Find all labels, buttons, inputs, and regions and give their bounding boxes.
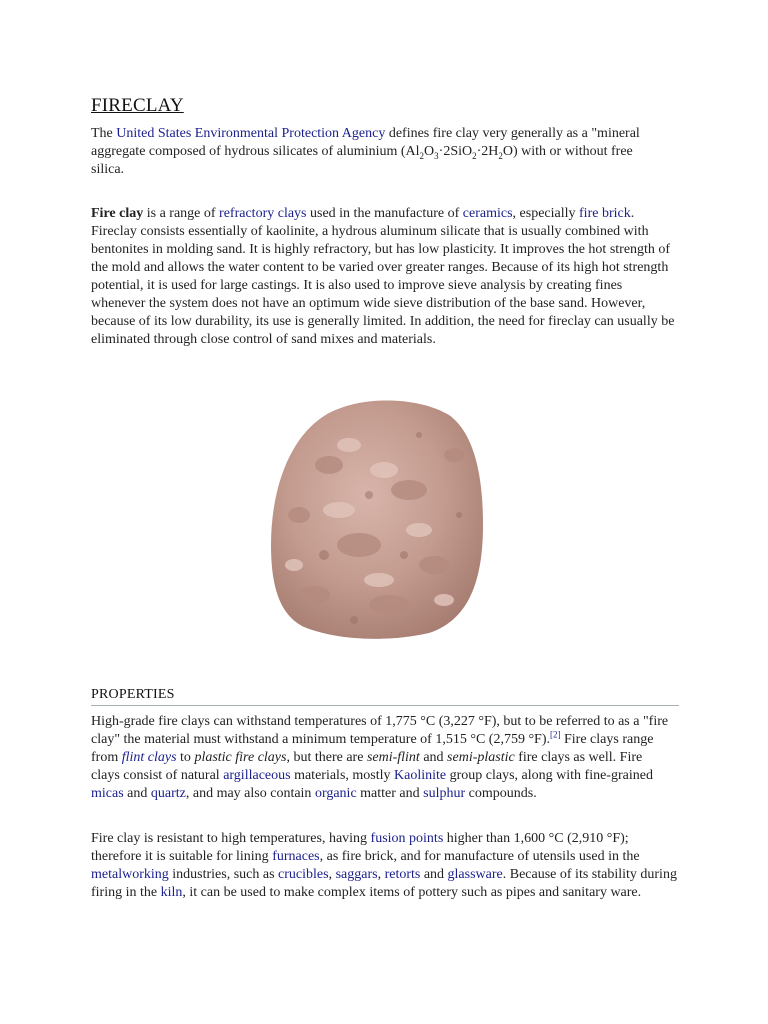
text: , especially — [512, 206, 580, 221]
link-saggars[interactable]: saggars — [335, 867, 378, 882]
text: defines fire clay very generally as a "mineral aggregate composed of hydrous silicates of aluminium (Al — [91, 126, 640, 159]
text: is a range of — [143, 206, 220, 221]
intro-paragraph — [91, 125, 651, 179]
fireclay-powder-image — [269, 395, 485, 640]
text: group clays, along with fine-grained — [446, 768, 653, 783]
link-micas[interactable]: micas — [91, 786, 124, 801]
properties-paragraph-2 — [91, 830, 679, 902]
text: , and may also contain — [185, 786, 315, 801]
link-crucibles[interactable]: crucibles — [278, 867, 329, 882]
subscript: 2 — [472, 150, 477, 161]
text: . Because of its stability during firing in the — [91, 867, 677, 900]
text: ·2SiO — [438, 144, 473, 159]
italic-term: plastic fire clays — [194, 750, 287, 765]
text: matter and — [356, 786, 424, 801]
text: O — [424, 144, 435, 159]
italic-term: semi-plastic — [447, 750, 515, 765]
link-organic[interactable]: organic — [314, 786, 357, 801]
subscript: 2 — [498, 150, 503, 161]
text: , it can be used to make complex items of pottery such as pipes and sanitary ware. — [182, 885, 642, 900]
text: Fire clays range from — [91, 732, 654, 765]
link-kaolinite[interactable]: Kaolinite — [394, 768, 447, 783]
text: and — [420, 867, 448, 882]
text: , as fire brick, and for manufacture of utensils used in the — [319, 849, 640, 864]
text: , — [377, 867, 385, 882]
text: used in the manufacture of — [306, 206, 463, 221]
text: The — [91, 126, 117, 141]
properties-paragraph-1 — [91, 713, 671, 803]
link-flint-clays[interactable] — [122, 750, 177, 765]
text: higher than 1,600 °C (2,910 °F); therefore it is suitable for lining — [91, 831, 629, 864]
italic-term: semi-flint — [366, 750, 420, 765]
subscript: 3 — [434, 150, 439, 161]
link-refractory-clays[interactable]: refractory clays — [219, 206, 307, 221]
text: compounds. — [465, 786, 537, 801]
text: . Fireclay consists essentially of kaolinite, a hydrous aluminum silicate that is usually combined with bentonites in molding sand. It is highly refractory, but has low plasticity. It improves the hot strength of the mold and allows the water content to be varied over greater ranges. Because of its high hot strength potential, it is used for large castings. It is also used to improve sieve analysis by creating fines whenever the system does not have an optimum wide sieve distribution of the base sand. However, because of its low durability, its use is generally limited. In addition, the need for fireclay can usually be eliminated through close control of sand mixes and materials. — [91, 206, 675, 347]
text: ·2H — [476, 144, 499, 159]
link-epa[interactable]: United States Environmental Protection Agency — [116, 126, 386, 141]
link-metalworking[interactable]: metalworking — [91, 867, 169, 882]
link-argillaceous[interactable]: argillaceous — [223, 768, 291, 783]
properties-heading: PROPERTIES — [91, 687, 679, 706]
text: industries, such as — [168, 867, 279, 882]
link-glassware[interactable]: glassware — [447, 867, 503, 882]
link-ceramics[interactable]: ceramics — [462, 206, 513, 221]
text: Fire clay is resistant to high temperatures, having — [91, 831, 371, 846]
page-title: FIRECLAY — [91, 95, 184, 116]
text: and — [419, 750, 448, 765]
text: and — [123, 786, 151, 801]
text: flint clays — [121, 750, 177, 765]
text: , but there are — [286, 750, 367, 765]
text: High-grade fire clays can withstand temperatures of 1,775 °C (3,227 °F), but to be referred to as a "fire clay" the material must withstand a minimum temperature of 1,515 °C (2,759 °F). — [91, 714, 669, 747]
text: to — [176, 750, 195, 765]
text: fire clays as well. Fire clays consist of natural — [91, 750, 643, 783]
link-sulphur[interactable]: sulphur — [423, 786, 466, 801]
citation-link[interactable]: [2] — [550, 729, 561, 740]
link-fusion-points[interactable]: fusion points — [370, 831, 444, 846]
link-quartz[interactable]: quartz — [150, 786, 186, 801]
subscript: 2 — [419, 150, 425, 161]
link-retorts[interactable]: retorts — [384, 867, 421, 882]
text: O) with or without free silica. — [91, 144, 633, 177]
definition-paragraph — [91, 205, 679, 349]
bold-term: Fire clay — [91, 206, 144, 221]
link-fire-brick[interactable]: fire brick — [579, 206, 631, 221]
text: , — [328, 867, 336, 882]
text: materials, mostly — [290, 768, 395, 783]
link-furnaces[interactable]: furnaces — [272, 849, 320, 864]
link-kiln[interactable]: kiln — [160, 885, 183, 900]
